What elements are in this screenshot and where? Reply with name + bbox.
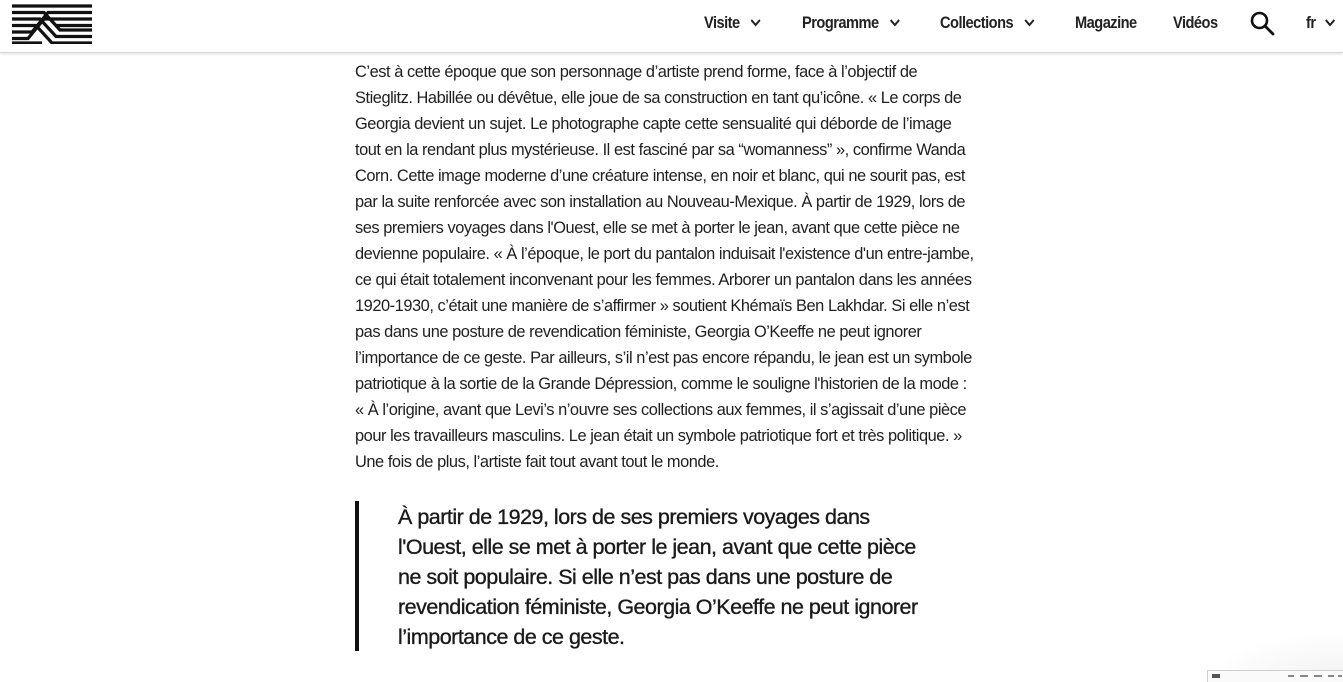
nav-item-label: Visite: [704, 13, 740, 32]
nav-item-label: Collections: [940, 13, 1014, 32]
nav-item-visite[interactable]: [704, 12, 762, 34]
corner-preview[interactable]: [1205, 632, 1343, 681]
quote-bar: [355, 501, 359, 651]
chevron-down-icon: [1023, 18, 1035, 28]
corner-preview-thumbnail: [1207, 670, 1343, 682]
nav-item-collections[interactable]: [940, 12, 1035, 34]
chevron-down-icon: [750, 18, 762, 28]
search-icon[interactable]: [1249, 10, 1275, 36]
chevron-down-icon: [1324, 18, 1336, 28]
chevron-down-icon: [889, 18, 901, 28]
article-paragraph: C’est à cette époque que son personnage d’artiste prend forme, face à l’objectif de Stieglitz. Habillée ou dévêtue, elle joue de sa construction en tant qu’icône. « Le corps de Georgia devient un sujet. Le photographe capte cette sensualité qui déborde de l’image tout en la rendant plus mystérieuse. Il est fasciné par sa “womanness” », confirme Wanda Corn. Cette image moderne d’une créature intense, en noir et blanc, qui ne sourit pas, est par la suite renforcée avec son installation au Nouveau-Mexique. À partir de 1929, lors de ses premiers voyages dans l'Ouest, elle se met à porter le jean, avant que cette pièce ne devienne populaire. « À l’époque, le port du pantalon induisait l'existence d'un entre-jambe, ce qui était totalement inconvenant pour les femmes. Arborer un pantalon dans les années 1920-1930, c’était une manière de s’affirmer » soutient Khémaïs Ben Lakhdar. Si elle n’est pas dans une posture de revendication féministe, Georgia O’Keeffe ne peut ignorer l’importance de ce geste. Par ailleurs, s’il n’est pas encore répandu, le jean est un symbole patriotique à la sortie de la Grande Dépression, comme le souligne l'historien de la mode : « À l’origine, avant que Levi’s n’ouvre ses collections aux femmes, il s’agissait d’une pièce pour les travailleurs masculins. Le jean était un symbole patriotique fort et très politique. » Une fois de plus, l’artiste fait tout avant tout le monde.: [355, 63, 974, 471]
site-logo[interactable]: [12, 4, 92, 44]
language-label: fr: [1306, 13, 1316, 32]
nav-item-label: Programme: [802, 13, 879, 32]
site-header: [0, 0, 1343, 53]
article-body: [355, 59, 975, 475]
pull-quote: À partir de 1929, lors de ses premiers voyages dans l'Ouest, elle se met à porter le jean, avant que cette pièce ne soit populaire. Si elle n’est pas dans une posture de revendication féministe, Georgia O’Keeffe ne peut ignorer l’importance de ce geste.: [398, 505, 918, 649]
nav-item-label: Magazine: [1075, 13, 1137, 32]
nav-item-magazine[interactable]: [1075, 12, 1137, 34]
language-selector[interactable]: [1306, 12, 1336, 34]
nav-item-label: Vidéos: [1173, 13, 1218, 32]
nav-item-programme[interactable]: [802, 12, 901, 34]
nav-item-videos[interactable]: [1173, 12, 1218, 34]
